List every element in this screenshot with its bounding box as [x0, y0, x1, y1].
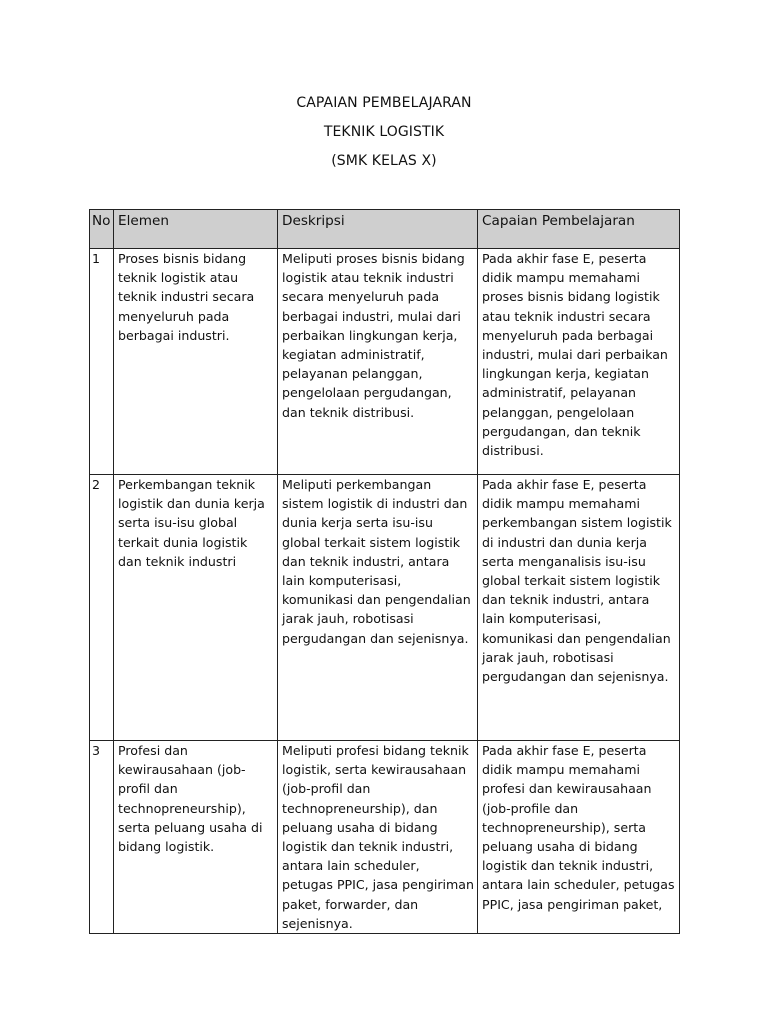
cell-elemen: Profesi dan kewirausahaan (job-profil dan technopreneurship), serta peluang usaha di bidang logistik.: [114, 741, 278, 934]
cell-deskripsi: Meliputi proses bisnis bidang logistik atau teknik industri secara menyeluruh pada berbagai industri, mulai dari perbaikan lingkungan kerja, kegiatan administratif, pelayanan pelanggan, pengelolaan pergudangan, dan teknik distribusi.: [278, 249, 478, 475]
header-deskripsi: Deskripsi: [278, 210, 478, 249]
learning-outcomes-table: [89, 209, 680, 934]
cell-deskripsi: Meliputi profesi bidang teknik logistik, serta kewirausahaan (job-profil dan technopreneurship), dan peluang usaha di bidang logistik dan teknik industri, antara lain scheduler, petugas PPIC, jasa pengiriman paket, forwarder, dan sejenisnya.: [278, 741, 478, 934]
table-row: [90, 741, 680, 934]
cell-no: 2: [90, 475, 114, 741]
cell-deskripsi: Meliputi perkembangan sistem logistik di industri dan dunia kerja serta isu-isu global terkait sistem logistik dan teknik industri, antara lain komputerisasi, komunikasi dan pengendalian jarak jauh, robotisasi pergudangan dan sejenisnya.: [278, 475, 478, 741]
cell-elemen: Proses bisnis bidang teknik logistik atau teknik industri secara menyeluruh pada berbagai industri.: [114, 249, 278, 475]
table-row: [90, 475, 680, 741]
header-capaian: Capaian Pembelajaran: [478, 210, 680, 249]
cell-capaian: [478, 741, 680, 934]
title-line-2: TEKNIK LOGISTIK: [323, 124, 445, 140]
title-line-1: CAPAIAN PEMBELAJARAN: [296, 95, 472, 111]
header-elemen: Elemen: [114, 210, 278, 249]
cell-no: 3: [90, 741, 114, 934]
cell-capaian-text: Pada akhir fase E, peserta didik mampu memahami profesi dan kewirausahaan (job-profile dan technopreneurship), serta peluang usaha di bidang logistik dan teknik industri, antara lain scheduler, petugas PPIC, jasa pengiriman paket,: [482, 743, 675, 912]
header-no: No: [90, 210, 114, 249]
cell-no: 1: [90, 249, 114, 475]
table-header-row: [90, 210, 680, 249]
table-row: [90, 249, 680, 475]
cell-elemen: Perkembangan teknik logistik dan dunia kerja serta isu-isu global terkait dunia logistik dan teknik industri: [114, 475, 278, 741]
title-line-3: (SMK KELAS X): [331, 153, 437, 169]
cell-capaian: Pada akhir fase E, peserta didik mampu memahami proses bisnis bidang logistik atau teknik industri secara menyeluruh pada berbagai industri, mulai dari perbaikan lingkungan kerja, kegiatan administratif, pelayanan pelanggan, pengelolaan pergudangan, dan teknik distribusi.: [478, 249, 680, 475]
document-title: [0, 92, 768, 179]
cell-capaian: Pada akhir fase E, peserta didik mampu memahami perkembangan sistem logistik di industri dan dunia kerja serta menganalisis isu-isu global terkait sistem logistik dan teknik industri, antara lain komputerisasi, komunikasi dan pengendalian jarak jauh, robotisasi pergudangan dan sejenisnya.: [478, 475, 680, 741]
